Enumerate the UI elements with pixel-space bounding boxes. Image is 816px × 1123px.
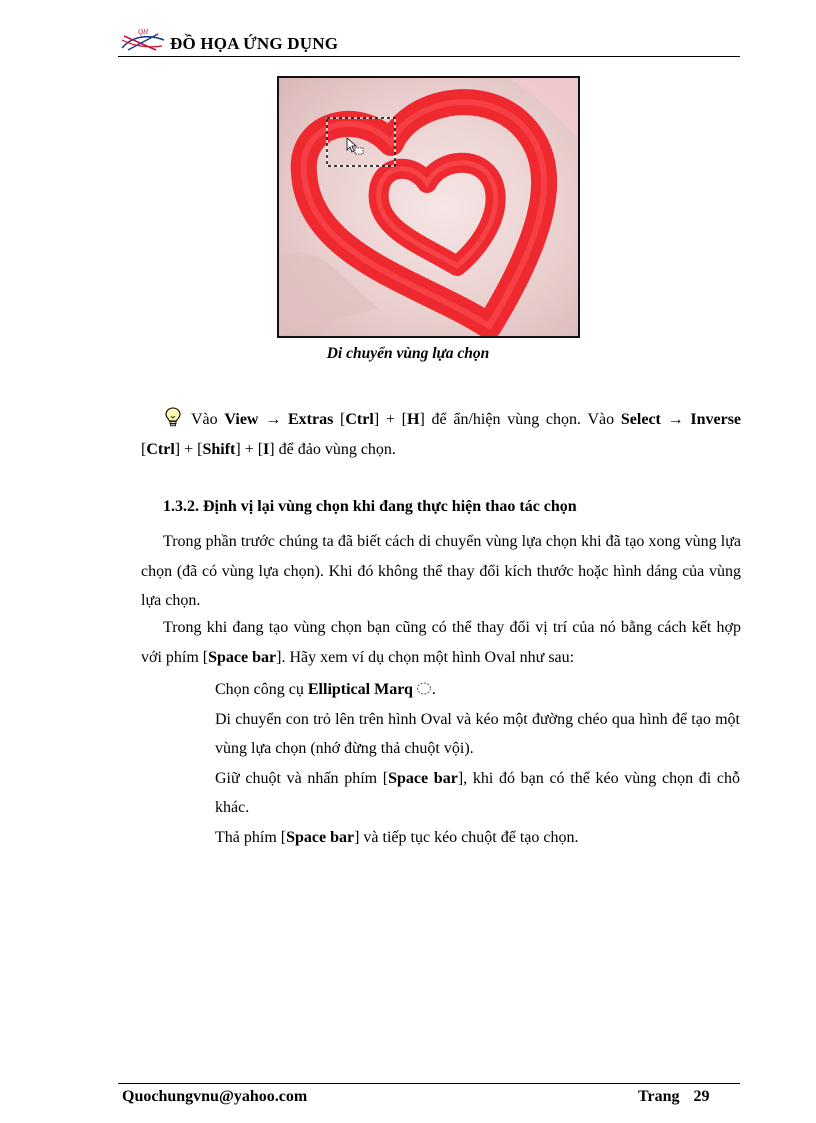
header-title: ĐỒ HỌA ỨNG DỤNG <box>170 34 339 53</box>
footer-divider <box>118 1083 740 1084</box>
page-header <box>118 26 740 57</box>
step-4: Thả phím [Space bar] và tiếp tục kéo chuột để tạo chọn. <box>215 828 579 846</box>
section-title: 1.3.2. Định vị lại vùng chọn khi đang thực hiện thao tác chọn <box>163 498 577 515</box>
footer-email: Quochungvnu@yahoo.com <box>122 1088 308 1105</box>
paragraph-2: Trong khi đang tạo vùng chọn bạn cũng có thể thay đổi vị trí của nó bằng cách kết hợp với phím [Space bar]. Hãy xem ví dụ chọn một hình Oval như sau: <box>141 619 741 666</box>
heart-figure <box>277 76 580 338</box>
steps-list <box>215 675 740 852</box>
footer-page-number: Trang 29 <box>638 1088 710 1105</box>
figure-caption: Di chuyển vùng lựa chọn <box>326 345 490 362</box>
step-1: Chọn công cụ Elliptical Marq . <box>215 681 436 698</box>
heart-image <box>279 78 578 336</box>
elliptical-marquee-icon <box>416 681 432 696</box>
step-2: Di chuyển con trỏ lên trên hình Oval và kéo một đường chéo qua hình để tạo một vùng lựa chọn (nhớ đừng thả chuột vội). <box>215 710 740 757</box>
step-3: Giữ chuột và nhấn phím [Space bar], khi đó bạn có thể kéo vùng chọn đi chỗ khác. <box>215 769 741 816</box>
lightbulb-icon <box>165 407 181 427</box>
paragraph-1: Trong phần trước chúng ta đã biết cách di chuyển vùng lựa chọn khi đã tạo xong vùng lựa chọn (đã có vùng lựa chọn). Khi đó không thể thay đổi kích thước hoặc hình dáng của vùng lựa chọn. <box>141 533 741 609</box>
svg-text:QH: QH <box>138 28 149 36</box>
tip-paragraph: Vào View → Extras [Ctrl] + [H] để ẩn/hiện vùng chọn. Vào Select → Inverse [Ctrl] + [Shift] + [I] để đảo vùng chọn. <box>141 405 741 464</box>
logo-icon <box>118 26 168 54</box>
